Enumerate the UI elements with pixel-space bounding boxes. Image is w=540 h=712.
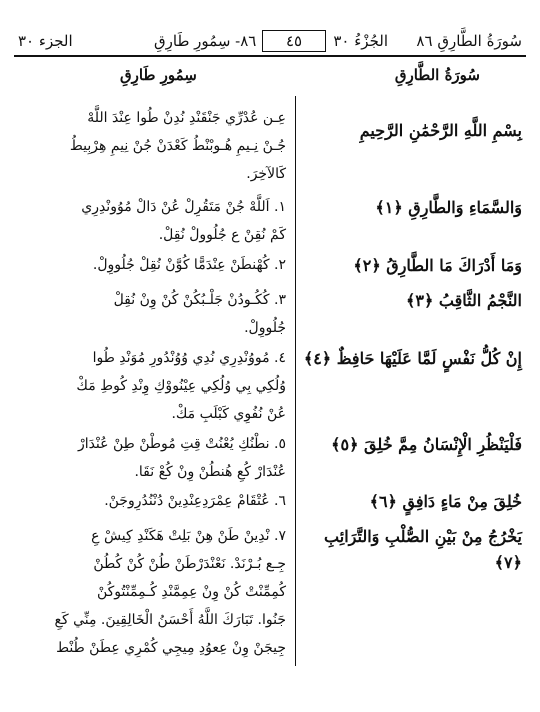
translation-line: ١. اَللَّهْ جُنْ مَتَقُرِلْ عُنْ دَالْ مُوُونْدِرِي (81, 199, 286, 215)
translation-verse (18, 430, 286, 486)
arabic-verse: النَّجْمُ الثَّاقِبُ ﴿٣﴾ (406, 291, 522, 310)
header-surah-name: سُورَةُ الطَّارِقِ ٨٦ (416, 32, 522, 50)
translation-line: عُنْ نُفُوِي كَبْلَبِ مَكْ. (171, 406, 286, 422)
translation-line: جُـنْ نِـيمِ هُـوبْنْطُ كَعْدَنْ جُنْ نِيمِ هِرْبِيطُ (69, 138, 286, 154)
translation-line: ٧. نْدِينْ طَنْ هِنْ بَلِتْ هَكَنْدِ كِيشْ عِ (91, 528, 286, 544)
arabic-verse: وَمَا أَدْرَاكَ مَا الطَّارِقُ ﴿٢﴾ (353, 256, 522, 275)
translation-line: كَالآخِرَ. (246, 166, 286, 182)
page-number: ٤٥ (285, 32, 303, 50)
header-juz-left: الجزء ٣٠ (18, 32, 73, 50)
translation-verse (18, 286, 286, 342)
header-rule (14, 55, 526, 57)
page-number-box (262, 30, 326, 52)
translation-line: عِـن عُدْرِّي جَنْقَنْدِ نُدِنْ طُوا عِنْدَ اللَّهْ (87, 110, 286, 126)
translation-verse (18, 251, 286, 279)
translation-line: ٤. مُووُنْدِرِي نُدِي وُوُنْدُورِ مُوَنْدِ طُوا (92, 350, 286, 366)
translation-line: ٢. كُهْنطَنْ عِنْدَمًّا كُوَّنْ نُقِلْ جُلُووِلْ. (92, 257, 286, 273)
arabic-verse: بِسْمِ اللَّهِ الرَّحْمَٰنِ الرَّحِيمِ (359, 121, 522, 140)
arabic-verse: إِنْ كُلُّ نَفْسٍ لَمَّا عَلَيْهَا حَافِظٌ ﴿٤﴾ (303, 349, 522, 368)
translation-verse (18, 344, 286, 428)
translation-line: جَنُوا. تَبَارَكَ اللَّهُ أَحْسَنُ الْخَالِقِينَ. مِنِّي كَعِ (54, 612, 286, 628)
translation-verse (18, 193, 286, 249)
arabic-verse: وَالسَّمَاءِ وَالطَّارِقِ ﴿١﴾ (375, 198, 522, 217)
arabic-surah-title: سُورَةُ الطَّارِقِ (394, 66, 480, 84)
translation-verse (18, 104, 286, 188)
header-juz-label: الجُزْءُ ٣٠ (333, 32, 388, 50)
translation-line: ٣. كُكُـودُنْ جَلْـبُكُنْ كُنْ وِنْ نُقِلْ (113, 292, 286, 308)
translation-surah-title: سِمُورِ طَارِقِ (120, 66, 197, 84)
translation-line: كَمْ نُقِنْ ع جُلُوولْ نُقِلْ. (158, 227, 286, 243)
arabic-verse: يَخْرُجُ مِنْ بَيْنِ الصُّلْبِ وَالتَّرَائِبِ ﴿٧﴾ (324, 527, 522, 572)
translation-verse (18, 522, 286, 662)
translation-line: ٥. نطْنُكِ يُعْنُتْ قِتِ مُوطْنْ طِنْ عُنْدَارْ (77, 436, 286, 452)
arabic-verse: فَلْيَنْظُرِ الْإِنْسَانُ مِمَّ خُلِقَ ﴿٥﴾ (331, 435, 522, 454)
translation-line: ٦. عُتْقَامْ عِمْرَدِعِنْدِينْ دُنْنُدُرِوجَنْ. (104, 493, 286, 509)
translation-line: عُنْدَارْ كُعِ هُنطُنْ وِنْ كُعْ نَقَا. (134, 464, 286, 480)
translation-verse (18, 487, 286, 515)
translation-line: جُلُووِلْ. (244, 320, 286, 336)
translation-line: وُلُكِي بِي وُلُكِي عِيْنُووْكِ وِنْدِ كُوطِ مَكْ (76, 378, 286, 394)
translation-line: كُمِمِّنْتْ كُنْ وِنْ عِمِمَّنْدِ كُـمِمِّنْتُوكُنْ (96, 584, 286, 600)
column-divider (295, 96, 296, 666)
header-translated-surah: ٨٦- سِمُورِ طَارِقِ (154, 32, 257, 50)
arabic-verse: خُلِقَ مِنْ مَاءٍ دَافِقٍ ﴿٦﴾ (369, 492, 522, 511)
translation-line: جِـع بُـرْنَدْ. نَعْنْدَرْطَنْ طُنْ كُنْ كُطُنْ (93, 556, 286, 572)
translation-line: جِيجَنْ وِنْ عِعوُدِ مِيجِي كُمْرِي عِطَنْ طُنْط (56, 640, 286, 656)
